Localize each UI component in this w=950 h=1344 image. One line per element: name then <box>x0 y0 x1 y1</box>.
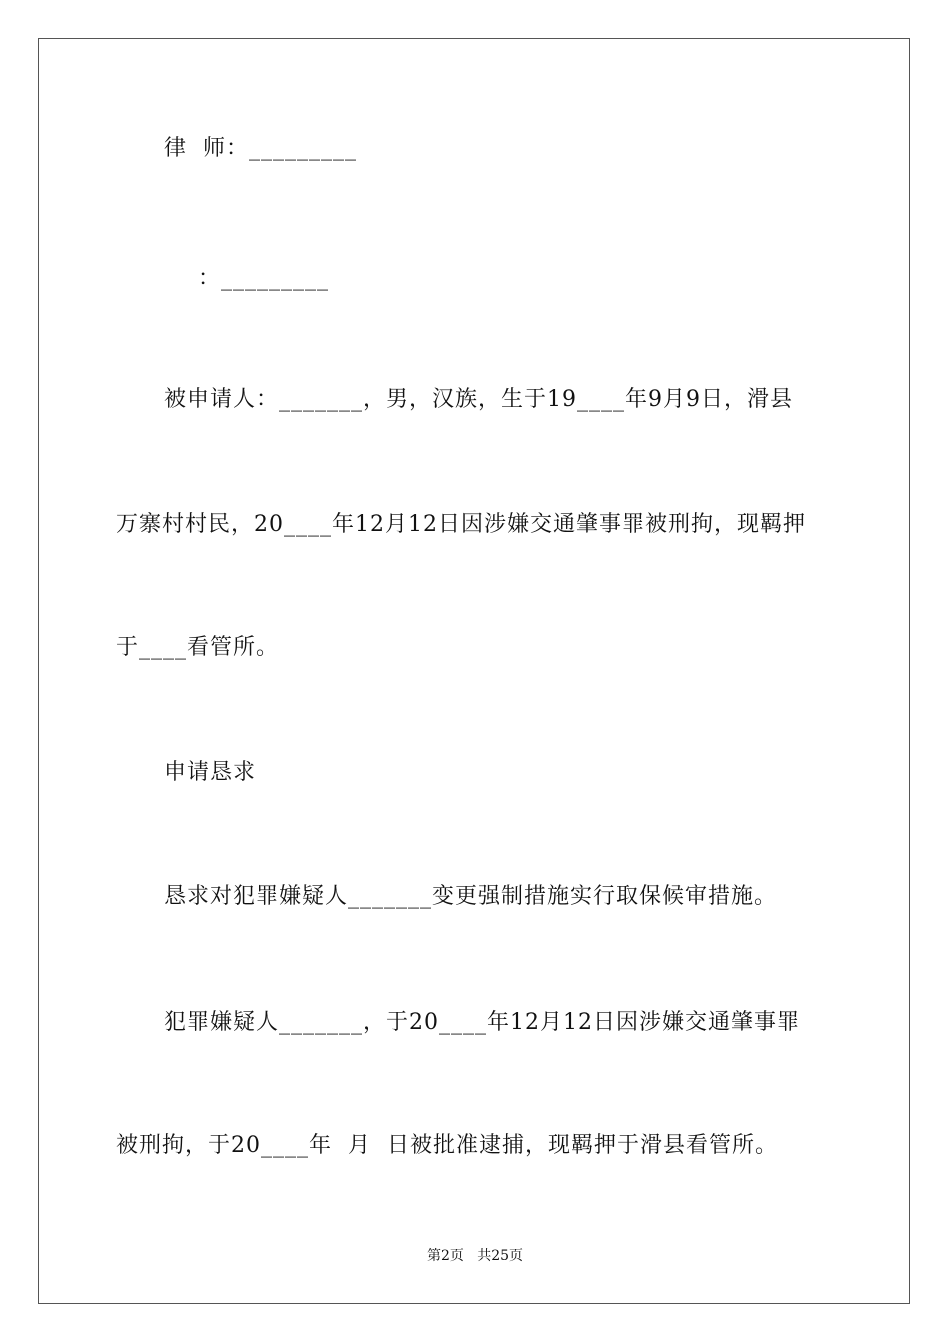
lawyer-line: 律 师：_________ <box>164 136 357 161</box>
page-number-footer: 第2页 共25页 <box>426 1248 524 1264</box>
section-heading: 申请恳求 <box>164 760 257 785</box>
facts-line-continued: 被刑拘，于20____年 月 日被批准逮捕，现羁押于滑县看管所。 <box>116 1133 778 1158</box>
respondent-line: 被申请人：_______，男，汉族，生于19____年9月9日，滑县 <box>164 387 793 412</box>
request-line: 恳求对犯罪嫌疑人_______变更强制措施实行取保候审措施。 <box>164 884 778 909</box>
respondent-line-end: 于____看管所。 <box>116 635 280 660</box>
page-border <box>38 38 910 1304</box>
respondent-line-continued: 万寨村村民，20____年12月12日因涉嫌交通肇事罪被刑拘，现羁押 <box>116 512 806 537</box>
facts-line: 犯罪嫌疑人_______，于20____年12月12日因涉嫌交通肇事罪 <box>164 1010 800 1035</box>
blank-field-line: ：_________ <box>198 266 330 291</box>
